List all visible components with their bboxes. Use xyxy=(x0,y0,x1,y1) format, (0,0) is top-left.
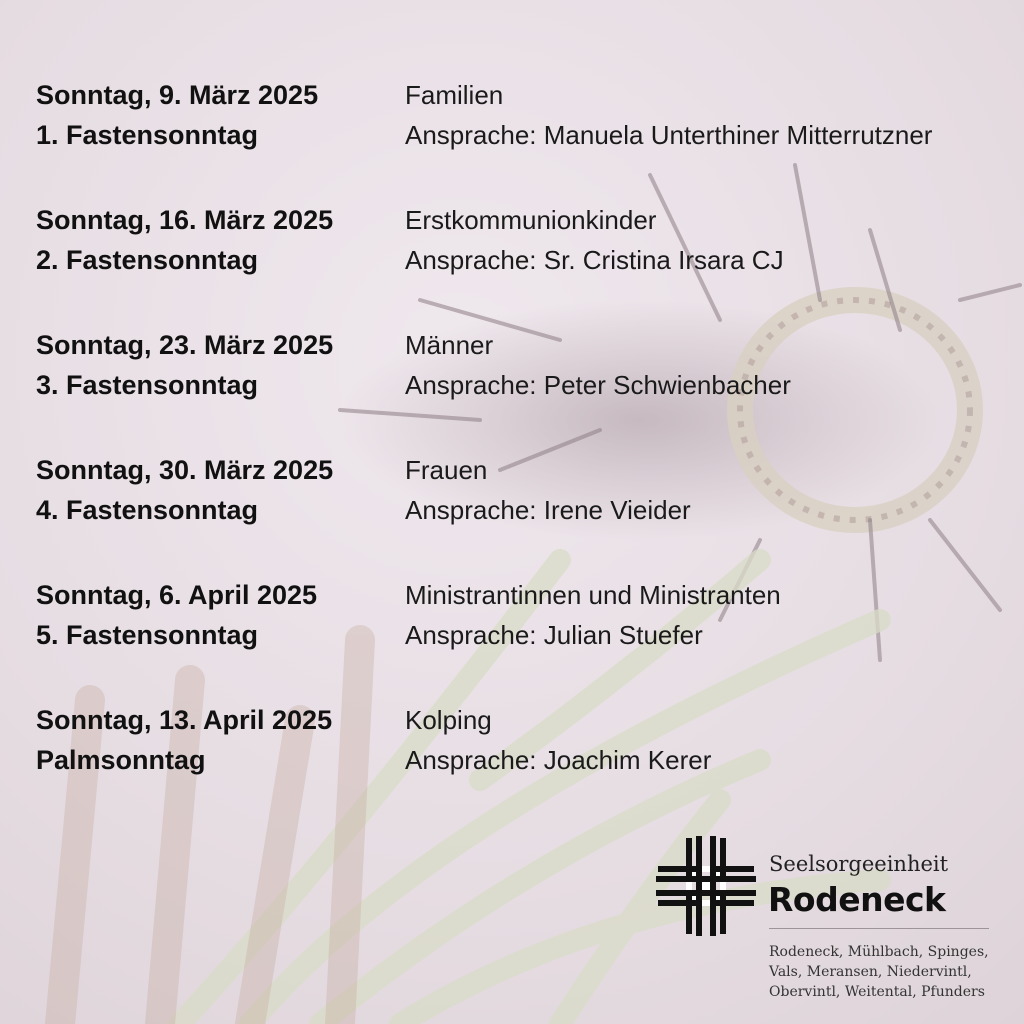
logo-places xyxy=(769,942,989,1002)
schedule-entry xyxy=(0,450,1024,534)
entry-occasion: 2. Fastensonntag xyxy=(36,245,259,275)
logo-divider xyxy=(769,928,989,929)
schedule-entry xyxy=(0,200,1024,284)
entry-speaker: Ansprache: Sr. Cristina Irsara CJ xyxy=(405,245,784,275)
entry-date: Sonntag, 30. März 2025 xyxy=(36,455,334,485)
logo-subtitle: Seelsorgeeinheit xyxy=(769,852,949,876)
entry-speaker: Ansprache: Manuela Unterthiner Mitterrutzner xyxy=(405,120,933,150)
entry-date: Sonntag, 9. März 2025 xyxy=(36,80,319,110)
entry-group: Kolping xyxy=(405,705,492,735)
logo-name: Rodeneck xyxy=(768,880,946,919)
entry-group: Ministrantinnen und Ministranten xyxy=(405,580,781,610)
logo-places-line: Vals, Meransen, Niedervintl, xyxy=(769,964,972,980)
schedule-entry xyxy=(0,575,1024,659)
logo-places-line: Obervintl, Weitental, Pfunders xyxy=(769,984,985,1000)
entry-group: Familien xyxy=(405,80,504,110)
entry-speaker: Ansprache: Joachim Kerer xyxy=(405,745,712,775)
entry-speaker: Ansprache: Irene Vieider xyxy=(405,495,691,525)
entry-occasion: Palmsonntag xyxy=(36,745,206,775)
entry-occasion: 4. Fastensonntag xyxy=(36,495,259,525)
entry-speaker: Ansprache: Julian Stuefer xyxy=(405,620,703,650)
parish-logo xyxy=(656,836,996,1006)
entry-date: Sonntag, 23. März 2025 xyxy=(36,330,334,360)
entry-occasion: 1. Fastensonntag xyxy=(36,120,259,150)
schedule-entry xyxy=(0,75,1024,159)
logo-places-line: Rodeneck, Mühlbach, Spinges, xyxy=(769,944,989,960)
entry-occasion: 5. Fastensonntag xyxy=(36,620,259,650)
entry-date: Sonntag, 6. April 2025 xyxy=(36,580,318,610)
entry-date: Sonntag, 16. März 2025 xyxy=(36,205,334,235)
schedule-entry xyxy=(0,325,1024,409)
entry-group: Männer xyxy=(405,330,494,360)
entry-date: Sonntag, 13. April 2025 xyxy=(36,705,333,735)
schedule-entry xyxy=(0,700,1024,784)
entry-group: Frauen xyxy=(405,455,488,485)
entry-speaker: Ansprache: Peter Schwienbacher xyxy=(405,370,791,400)
woven-cross-icon xyxy=(656,836,756,936)
entry-occasion: 3. Fastensonntag xyxy=(36,370,259,400)
entry-group: Erstkommunionkinder xyxy=(405,205,657,235)
